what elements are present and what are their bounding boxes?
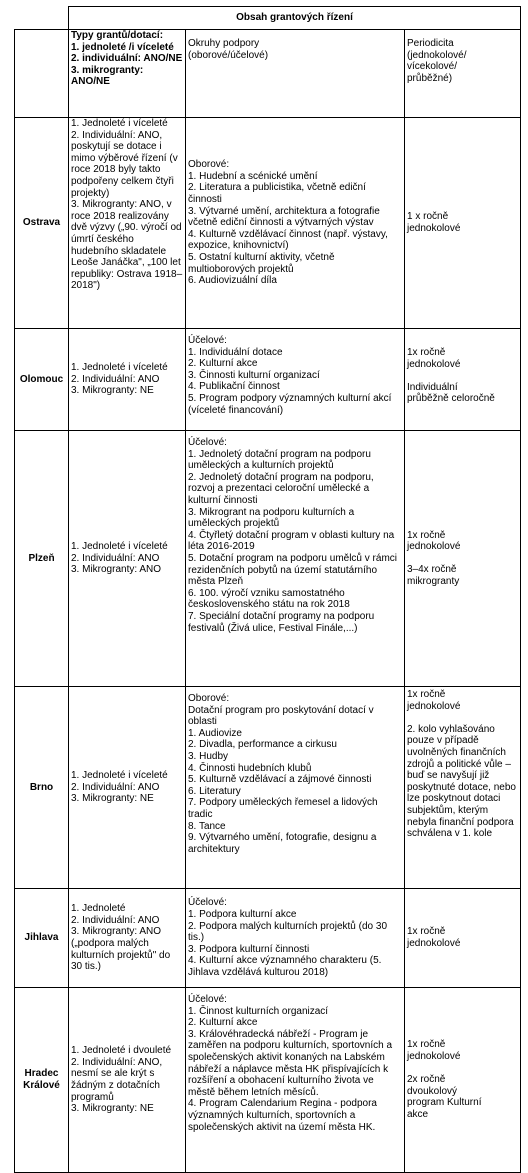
support-areas-cell: Účelové: 1. Jednoletý dotační program na podporu uměleckých a kulturních projektů 2. Jednoletý dotační program na podporu, rozvoj a prezentaci celoroční umělecké a kulturní činnosti 3. Mikrogrant na podporu kulturních a uměleckých projektů 4. Čtyřletý dotační program v oblasti kultury na léta 2016-2019 5. Dotační program na podporu umělců v rámci rezidenčních pobytů na území statutárního města Plzeň 6. 100. výročí vzniku samostatného československého státu na rok 2018 7. Speciální dotační programy na podporu festivalů (Živá ulice, Festival Finále,...) bbox=[186, 431, 405, 687]
periodicity-cell: 1x ročně jednokolové bbox=[405, 889, 521, 988]
support-areas-cell: Účelové: 1. Činnost kulturních organizací 2. Kulturní akce 3. Královéhradecká nábřeží - Program je zaměřen na podporu kulturních, sportovních a společenských aktivit konaných na Labském nábřeží a náplavce města HK přispívajících k rozšíření a obohacení kulturního života ve městě během letních měsíců. 4. Program Calendarium Regina - podpora významných kulturních, sportovních a společenských aktivit na území města HK. bbox=[186, 988, 405, 1173]
support-areas-cell: Oborové: Dotační program pro poskytování dotací v oblasti 1. Audiovize 2. Divadla, performance a cirkusu 3. Hudby 4. Činnosti hudebních klubů 5. Kulturně vzdělávací a zájmové činnosti 6. Literatury 7. Podpory uměleckých řemesel a lidových tradic 8. Tance 9. Výtvarného umění, fotografie, designu a architektury bbox=[186, 687, 405, 889]
support-areas-cell: Účelové: 1. Individuální dotace 2. Kulturní akce 3. Činnosti kulturní organizací 4. Publikační činnost 5. Program podpory významných kulturní akcí (víceleté financování) bbox=[186, 329, 405, 431]
table-row bbox=[15, 889, 521, 988]
city-name: Hradec Králové bbox=[15, 988, 69, 1173]
city-name: Brno bbox=[15, 687, 69, 889]
support-areas-cell: Účelové: 1. Podpora kulturní akce 2. Podpora malých kulturních projektů (do 30 tis.) 3. Podpora kulturní činnosti 4. Kulturní akce významného charakteru (5. Jihlava vzdělává kulturou 2018) bbox=[186, 889, 405, 988]
periodicity-cell: 1x ročně jednokolové 2x ročně dvoukolový program Kulturní akce bbox=[405, 988, 521, 1173]
periodicity-cell: 1 x ročně jednokolové bbox=[405, 118, 521, 329]
header-grant-types: Typy grantů/dotací: 1. jednoleté /i víceleté 2. individuální: ANO/NE 3. mikrogranty: ANO/NE bbox=[69, 30, 186, 118]
city-name: Ostrava bbox=[15, 118, 69, 329]
support-areas-cell: Oborové: 1. Hudební a scénické umění 2. Literatura a publicistika, včetně ediční činnosti 3. Výtvarné umění, architektura a fotografie včetně ediční činnosti a výtvarných výstav 4. Kulturně vzdělávací činnost (např. výstavy, expozice, knihovnictví) 5. Ostatní kulturní aktivity, včetně multioborových projektů 6. Audiovizuální díla bbox=[186, 118, 405, 329]
table-row bbox=[15, 329, 521, 431]
grant-types-cell: 1. Jednoleté i víceleté 2. Individuální: ANO 3. Mikrogranty: NE bbox=[69, 329, 186, 431]
city-name: Jihlava bbox=[15, 889, 69, 988]
grant-types-cell: 1. Jednoleté 2. Individuální: ANO 3. Mikrogranty: ANO („podpora malých kulturních projektů" do 30 tis.) bbox=[69, 889, 186, 988]
grant-types-cell: 1. Jednoleté i víceleté 2. Individuální: ANO, poskytují se dotace i mimo výběrové řízení (v roce 2018 byly takto podpořeny celkem čtyři projekty) 3. Mikrogranty: ANO, v roce 2018 realizovány dvě výzvy („90. výročí od úmrtí českého hudebního skladatele Leoše Janáčka", „100 let republiky: Ostrava 1918–2018") bbox=[69, 118, 186, 329]
header-support-areas: Okruhy podpory (oborové/účelové) bbox=[186, 30, 405, 118]
grant-types-cell: 1. Jednoleté i víceleté 2. Individuální: ANO 3. Mikrogranty: NE bbox=[69, 687, 186, 889]
table-title: Obsah grantových řízení bbox=[69, 7, 521, 30]
grant-table bbox=[14, 6, 521, 1173]
table-row bbox=[15, 988, 521, 1173]
table-row bbox=[15, 687, 521, 889]
grant-types-cell: 1. Jednoleté i dvouleté 2. Individuální: ANO, nesmí se ale krýt s žádným z dotačních programů 3. Mikrogranty: NE bbox=[69, 988, 186, 1173]
table-row bbox=[15, 431, 521, 687]
grant-types-cell: 1. Jednoleté i víceleté 2. Individuální: ANO 3. Mikrogranty: ANO bbox=[69, 431, 186, 687]
periodicity-cell: 1x ročně jednokolové Individuální průběžně celoročně bbox=[405, 329, 521, 431]
city-name: Plzeň bbox=[15, 431, 69, 687]
corner-cell bbox=[15, 7, 69, 30]
header-empty-cell bbox=[15, 30, 69, 118]
periodicity-cell: 1x ročně jednokolové 2. kolo vyhlašováno pouze v případě uvolněných finančních zdrojů a politické vůle – buď se navyšují již poskytnuté dotace, nebo lze poskytnout dotaci subjektům, kterým nebyla finanční podpora schválena v 1. kole bbox=[405, 687, 521, 889]
header-periodicity: Periodicita (jednokolové/ vícekolové/ průběžné) bbox=[405, 30, 521, 118]
table-row bbox=[15, 118, 521, 329]
periodicity-cell: 1x ročně jednokolové 3–4x ročně mikrogranty bbox=[405, 431, 521, 687]
city-name: Olomouc bbox=[15, 329, 69, 431]
